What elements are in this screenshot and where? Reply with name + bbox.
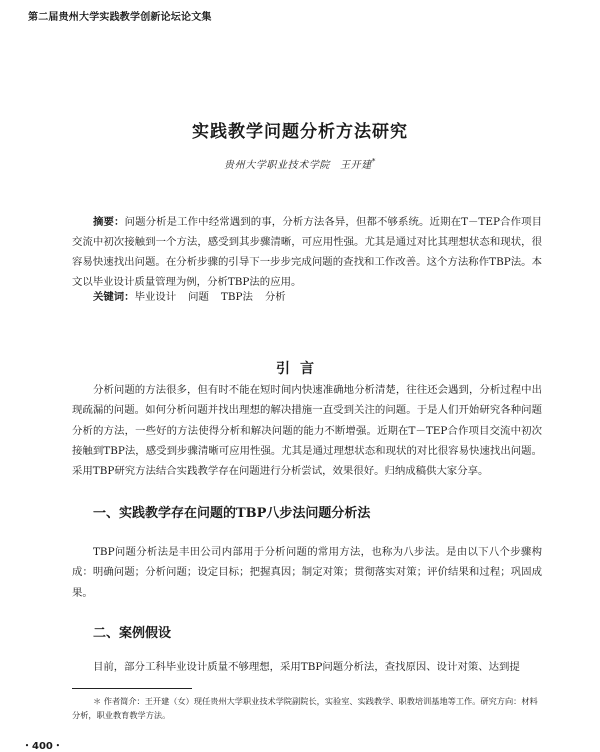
author-footnote: ＊ 作者简介：王开建（女）现任贵州大学职业技术学院副院长，实验室、实践教学、职教培训基地等工作。研究方向：材料分析，职业教育教学方法。 xyxy=(72,696,538,720)
running-header: 第二届贵州大学实践教学创新论坛论文集 xyxy=(28,12,212,23)
keywords-label: 关键词： xyxy=(93,291,135,303)
section-2-paragraph: 目前，部分工科毕业设计质量不够理想，采用TBP问题分析法，查找原因、设计对策、达到提 xyxy=(93,661,520,673)
footnote-divider xyxy=(72,688,192,689)
section-1-paragraph: TBP问题分析法是丰田公司内部用于分析问题的常用方法，也称为八步法。是由以下八个步骤构成：明确问题；分析问题；设定目标；把握真因；制定对策；贯彻落实对策；评价结果和过程；巩固成果。 xyxy=(72,546,542,599)
abstract-text: 问题分析是工作中经常遇到的事，分析方法各异，但都不够系统。近期在T－TEP合作项目交流中初次接触到一个方法，感受到其步骤清晰，可应用性强。尤其是通过对比其理想状态和现状，很容易快速找出问题。在分析步骤的引导下一步步完成问题的查找和工作改善。这个方法称作TBP法。本文以毕业设计质量管理为例，分析TBP法的应用。 xyxy=(72,216,543,288)
author-footnote-mark: * xyxy=(371,157,376,166)
keyword: 问题 xyxy=(188,291,209,303)
keywords xyxy=(93,288,298,303)
author-affiliation: 贵州大学职业技术学院 xyxy=(224,160,331,171)
author-name: 王开建 xyxy=(340,160,372,171)
page-number: ・400・ xyxy=(22,741,63,752)
abstract-label: 摘要： xyxy=(93,216,125,228)
author-line xyxy=(0,156,600,171)
keyword: 毕业设计 xyxy=(134,291,177,303)
abstract xyxy=(72,212,542,292)
intro-paragraph: 分析问题的方法很多，但有时不能在短时间内快速准确地分析清楚，往往还会遇到，分析过程中出现疏漏的问题。如何分析问题并找出理想的解决措施一直受到关注的问题。于是人们开始研究各种问题分析的方法，一些好的方法使得分析和解决问题的能力不断增强。近期在T－TEP合作项目交流中初次接触到TBP法，感受到步骤清晰可应用性强。尤其是通过理想状态和现状的对比很容易快速找出问题。采用TBP研究方法结合实践教学存在问题进行分析尝试，效果很好。归纳成稿供大家分享。 xyxy=(72,384,542,478)
section-1-heading: 一、实践教学存在问题的TBP八步法问题分析法 xyxy=(93,506,371,521)
page-title: 实践教学问题分析方法研究 xyxy=(192,122,408,143)
intro-heading: 引言 xyxy=(276,360,324,377)
keyword: TBP法 xyxy=(220,291,253,303)
keyword: 分析 xyxy=(264,291,286,303)
section-2-heading: 二、案例假设 xyxy=(93,626,172,641)
